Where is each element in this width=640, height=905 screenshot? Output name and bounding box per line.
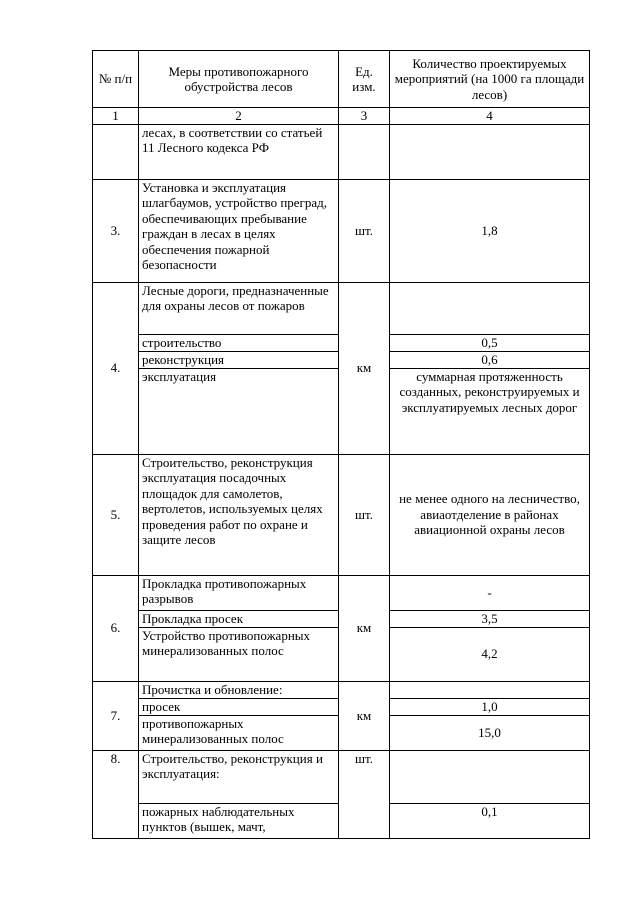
row-unit — [339, 124, 390, 179]
row-unit: км — [339, 681, 390, 750]
table-row — [93, 282, 590, 334]
row-measure: строительство — [139, 334, 339, 351]
row-quantity — [390, 750, 590, 803]
row-quantity: 3,5 — [390, 610, 590, 627]
header-unit: Ед. изм. — [339, 51, 390, 108]
table-row — [93, 681, 590, 698]
row-unit: шт. — [339, 454, 390, 575]
fire-measures-table — [92, 50, 590, 839]
row-quantity: 15,0 — [390, 715, 590, 750]
row-measure: эксплуатация — [139, 368, 339, 454]
row-quantity: 1,8 — [390, 179, 590, 282]
column-number: 2 — [139, 108, 339, 125]
row-measure: просек — [139, 698, 339, 715]
row-number: 5. — [93, 454, 139, 575]
header-quantity: Количество проектируемых мероприятий (на 1000 га площади лесов) — [390, 51, 590, 108]
row-measure: Строительство, реконструкция и эксплуатация: — [139, 750, 339, 803]
column-number: 1 — [93, 108, 139, 125]
row-measure: Строительство, реконструкция эксплуатация посадочных площадок для самолетов, вертолетов, используемых целях проведения работ по охране и защите лесов — [139, 454, 339, 575]
row-unit: км — [339, 282, 390, 454]
row-measure: Установка и эксплуатация шлагбаумов, устройство преград, обеспечивающих пребывание граждан в лесах в целях обеспечения пожарной безопасности — [139, 179, 339, 282]
row-measure: Лесные дороги, предназначенные для охраны лесов от пожаров — [139, 282, 339, 334]
table-row — [93, 454, 590, 575]
row-number — [93, 124, 139, 179]
table-header-row — [93, 51, 590, 108]
row-quantity: суммарная протяженность созданных, реконструируемых и эксплуатируемых лесных дорог — [390, 368, 590, 454]
row-number: 6. — [93, 575, 139, 681]
row-measure: лесах, в соответствии со статьей 11 Лесного кодекса РФ — [139, 124, 339, 179]
row-measure: пожарных наблюдательных пунктов (вышек, мачт, — [139, 803, 339, 838]
table-row — [93, 750, 590, 803]
row-measure: Прокладка просек — [139, 610, 339, 627]
column-numbers-row — [93, 108, 590, 125]
row-measure: Прокладка противопожарных разрывов — [139, 575, 339, 610]
row-quantity — [390, 681, 590, 698]
row-quantity: 1,0 — [390, 698, 590, 715]
table-row — [93, 179, 590, 282]
row-number: 8. — [93, 750, 139, 838]
row-number: 7. — [93, 681, 139, 750]
row-quantity — [390, 124, 590, 179]
row-quantity: не менее одного на лесничество, авиаотделение в районах авиационной охраны лесов — [390, 454, 590, 575]
row-quantity — [390, 282, 590, 334]
column-number: 3 — [339, 108, 390, 125]
row-unit: шт. — [339, 750, 390, 838]
row-measure: реконструкция — [139, 351, 339, 368]
row-measure: Устройство противопожарных минерализованных полос — [139, 627, 339, 681]
row-unit: км — [339, 575, 390, 681]
row-number: 4. — [93, 282, 139, 454]
header-number: № п/п — [93, 51, 139, 108]
row-quantity: 0,1 — [390, 803, 590, 838]
table-row — [93, 124, 590, 179]
row-measure: противопожарных минерализованных полос — [139, 715, 339, 750]
row-unit: шт. — [339, 179, 390, 282]
row-quantity: 4,2 — [390, 627, 590, 681]
row-quantity: - — [390, 575, 590, 610]
row-quantity: 0,6 — [390, 351, 590, 368]
table-row — [93, 575, 590, 610]
column-number: 4 — [390, 108, 590, 125]
row-measure: Прочистка и обновление: — [139, 681, 339, 698]
row-number: 3. — [93, 179, 139, 282]
header-measures: Меры противопожарного обустройства лесов — [139, 51, 339, 108]
row-quantity: 0,5 — [390, 334, 590, 351]
